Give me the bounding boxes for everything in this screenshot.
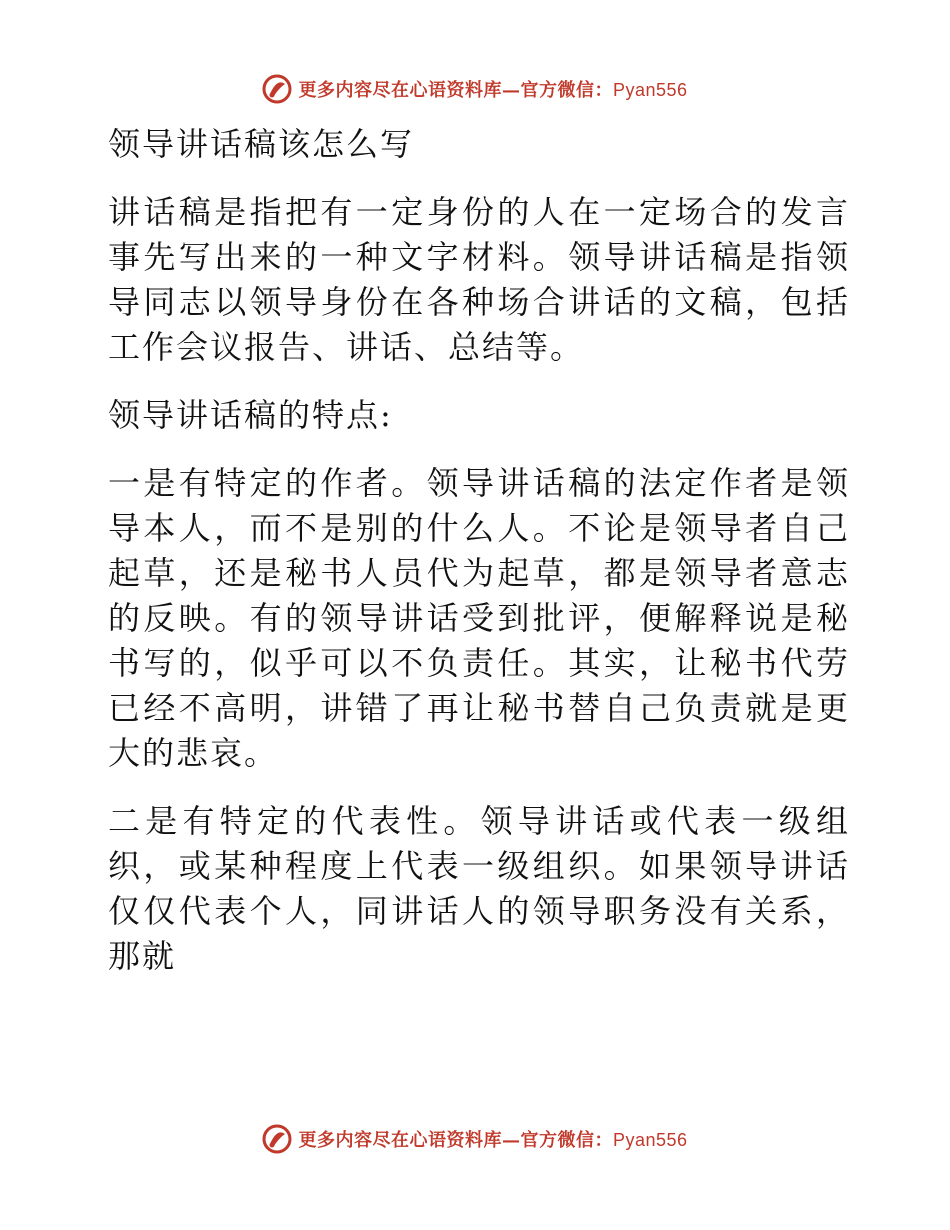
wechat-id: Pyan556 [612,1130,688,1150]
paragraph-feature-two: 二是有特定的代表性。领导讲话或代表一级组织，或某种程度上代表一级组织。如果领导讲话仅仅代表个人，同讲话人的领导职务没有关系，那就 [108,802,850,975]
banner-label: 更多内容尽在心语资料库—官方微信： [298,1130,613,1151]
paragraph-features-heading: 领导讲话稿的特点: [108,396,393,434]
banner-text [298,1126,687,1152]
document-title: 领导讲话稿该怎么写 [108,125,415,163]
header-banner [0,72,950,106]
wechat-id: Pyan556 [612,80,688,100]
banner-label: 更多内容尽在心语资料库—官方微信： [298,80,613,101]
banner-text [298,76,687,102]
logo-icon [262,74,292,104]
logo-icon [262,1124,292,1154]
paragraph-feature-one: 一是有特定的作者。领导讲话稿的法定作者是领导本人，而不是别的什么人。不论是领导者自己起草，还是秘书人员代为起草，都是领导者意志的反映。有的领导讲话受到批评，便解释说是秘书写的，似乎可以不负责任。其实，让秘书代劳已经不高明，讲错了再让秘书替自己负责就是更大的悲哀。 [108,464,850,772]
footer-banner [0,1122,950,1156]
document-body [100,122,850,1002]
paragraph-definition: 讲话稿是指把有一定身份的人在一定场合的发言事先写出来的一种文字材料。领导讲话稿是指领导同志以领导身份在各种场合讲话的文稿，包括工作会议报告、讲话、总结等。 [108,193,850,366]
